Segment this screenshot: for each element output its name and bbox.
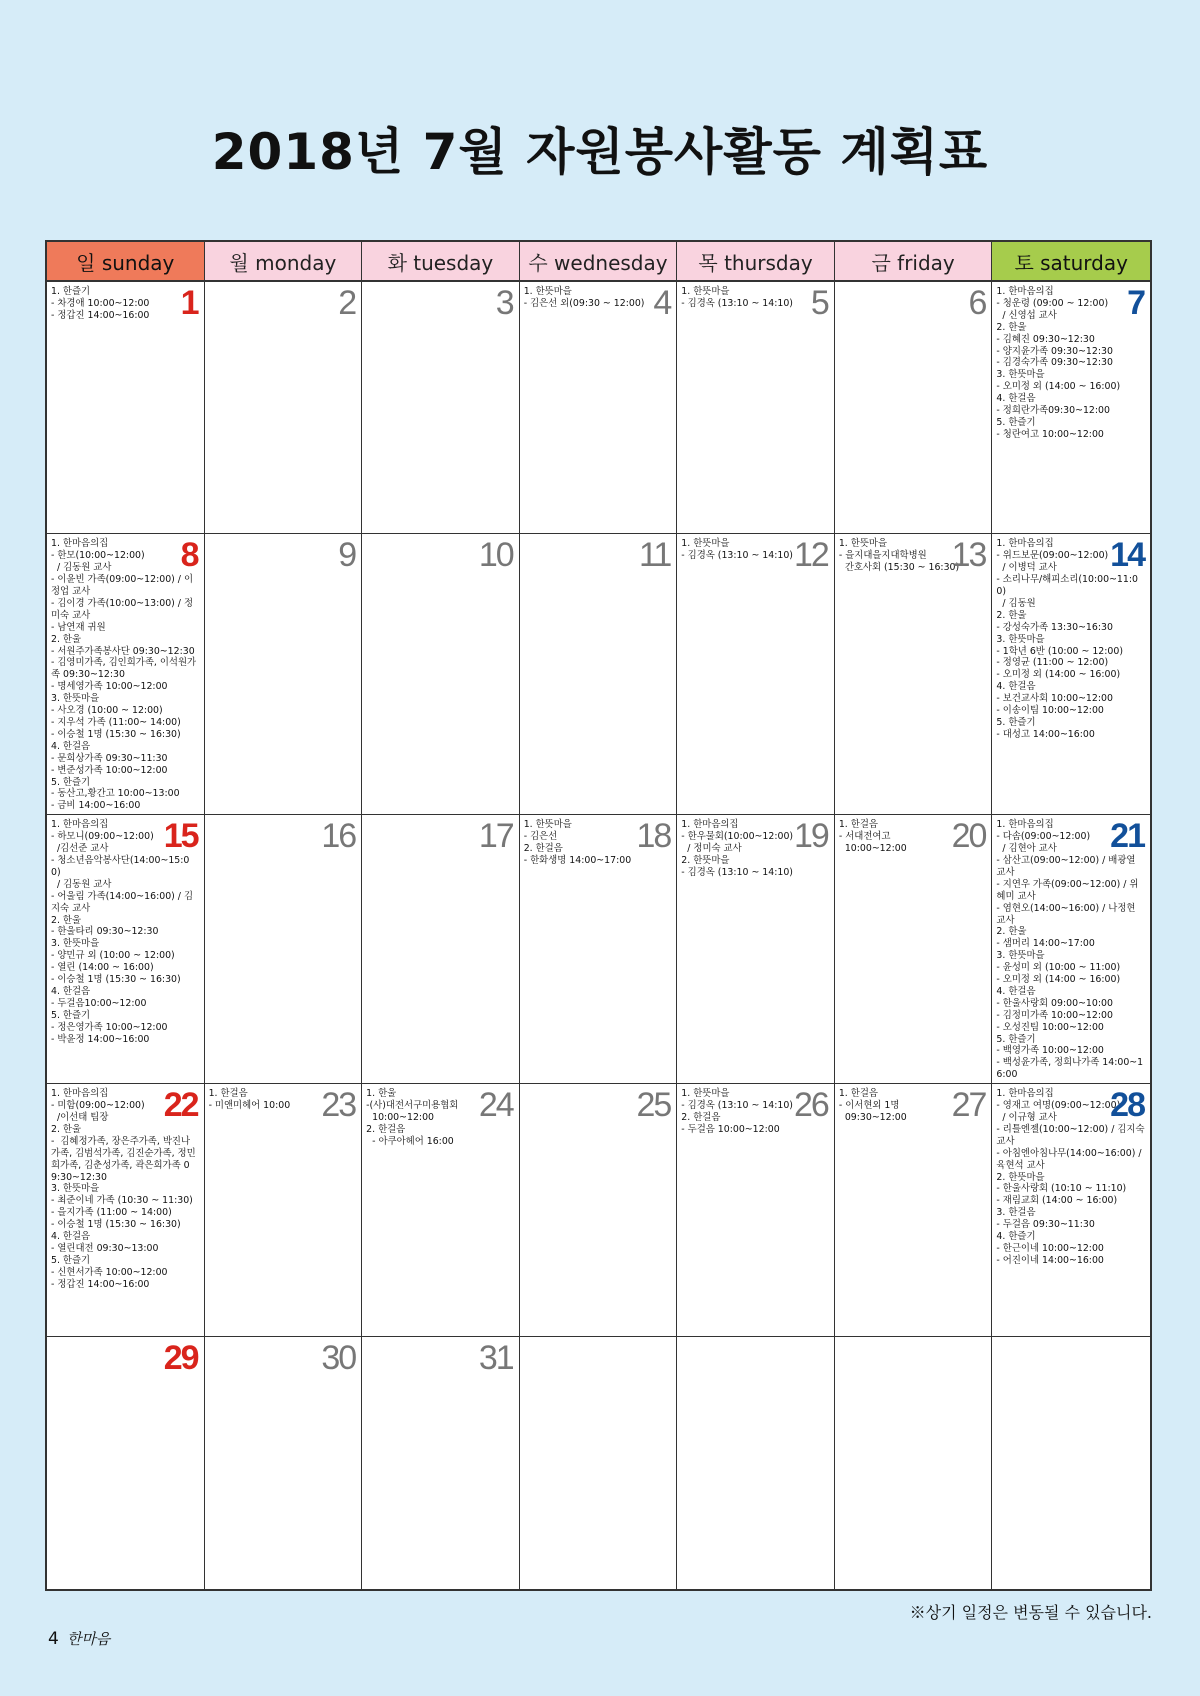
- event-line: - 열린 (14:00 ~ 16:00): [51, 962, 154, 974]
- event-line: - 금비 14:00~16:00: [51, 800, 141, 812]
- event-line: - 아침엔아침나무(14:00~16:00) / 육현석 교사: [996, 1147, 1145, 1171]
- day-number: 2: [338, 284, 356, 322]
- event-line: - 사오경 (10:00 ~ 12:00): [51, 705, 163, 717]
- event-line: - 리틀엔젤(10:00~12:00) / 김지숙 교사: [996, 1123, 1148, 1147]
- day-cell: [520, 815, 678, 1084]
- event-line: - 오미정 외 (14:00 ~ 16:00): [996, 974, 1121, 986]
- event-line: - 청운령 (09:00 ~ 12:00): [996, 297, 1109, 309]
- event-line: 3. 한뜻마을: [996, 633, 1045, 645]
- event-line: - 정희란가족09:30~12:00: [996, 405, 1110, 417]
- event-line: 5. 한즐기: [996, 1033, 1036, 1045]
- event-line: 3. 한걸음: [996, 1207, 1036, 1219]
- event-line: - 삼산고(09:00~12:00) / 배광열 교사: [996, 854, 1139, 878]
- event-line: - 김이경 가족(10:00~13:00) / 정미숙 교사: [51, 597, 194, 621]
- event-line: 1. 한마음의집: [996, 1088, 1054, 1100]
- event-line: 5. 한즐기: [996, 416, 1036, 428]
- event-line: - 명세영가족 10:00~12:00: [51, 681, 168, 693]
- event-line: - 영재고 여명(09:00~12:00): [996, 1100, 1121, 1112]
- event-line: - 아쿠아헤어 16:00: [366, 1135, 454, 1147]
- event-line: - 김경옥 (13:10 ~ 14:10): [681, 1100, 793, 1112]
- event-line: - 열린대전 09:30~13:00: [51, 1242, 159, 1254]
- event-line: - 신현서가족 10:00~12:00: [51, 1266, 168, 1278]
- day-number: 23: [321, 1086, 356, 1125]
- event-line: - 김은선: [523, 831, 558, 843]
- event-line: - 이윤빈 가족(09:00~12:00) / 이정업 교사: [51, 574, 194, 598]
- event-line: 1. 한즐기: [51, 286, 91, 297]
- event-line: - 서원주가족봉사단 09:30~12:30: [51, 645, 195, 657]
- event-line: - 윤성미 외 (10:00 ~ 11:00): [996, 962, 1121, 974]
- event-line: - 오미정 외 (14:00 ~ 16:00): [996, 669, 1121, 681]
- day-cell: [205, 1084, 363, 1336]
- day-cell: [835, 1084, 993, 1336]
- event-line: 2. 한뜻마을: [681, 854, 730, 866]
- event-line: - 보건교사회 10:00~12:00: [996, 693, 1113, 705]
- event-line: - 정갑진 14:00~16:00: [51, 1278, 150, 1290]
- day-number: 10: [478, 536, 513, 575]
- event-line: - 청란여고 10:00~12:00: [996, 428, 1104, 440]
- day-cell: [677, 282, 835, 534]
- event-line: 1. 한울: [366, 1088, 397, 1100]
- event-line: 4. 한걸음: [51, 740, 91, 752]
- schedule-note: ※상기 일정은 변동될 수 있습니다.: [909, 1603, 1152, 1622]
- day-number: 8: [180, 536, 198, 575]
- event-line: 5. 한즐기: [51, 776, 91, 788]
- day-number: 28: [1110, 1086, 1144, 1125]
- calendar-grid: [45, 240, 1152, 1591]
- day-number: 18: [636, 817, 671, 856]
- event-line: - 어울림 가족(14:00~16:00) / 김지숙 교사: [51, 890, 194, 914]
- day-cell: [677, 1084, 835, 1336]
- event-line: - 을지가족 (11:00 ~ 14:00): [51, 1207, 172, 1219]
- event-line: - 김은선 외(09:30 ~ 12:00): [523, 297, 645, 309]
- event-line: 간호사회 (15:30 ~ 16:30): [838, 562, 960, 574]
- event-line: - 이승철 1명 (15:30 ~ 16:30): [51, 1219, 181, 1231]
- event-line: 4. 한즐기: [996, 1231, 1036, 1243]
- event-line: 1. 한마음의집: [681, 819, 739, 831]
- event-line: 4. 한걸음: [51, 985, 91, 997]
- day-cell: [47, 815, 205, 1084]
- day-number: 5: [810, 284, 828, 322]
- event-line: 3. 한뜻마을: [996, 369, 1045, 381]
- event-line: / 신영섭 교사: [996, 309, 1057, 321]
- event-line: - 한우물회(10:00~12:00): [681, 831, 794, 843]
- event-line: 2. 한울: [51, 1123, 82, 1135]
- event-line: 1. 한마음의집: [996, 819, 1054, 831]
- weekday-header: 일 sunday: [47, 242, 205, 282]
- day-number: 17: [478, 817, 513, 856]
- day-number: 16: [321, 817, 356, 856]
- page-footer: [48, 1628, 110, 1649]
- event-line: 09:30~12:00: [838, 1112, 907, 1123]
- event-line: 2. 한울: [996, 609, 1027, 621]
- event-line: / 이규형 교사: [996, 1112, 1057, 1123]
- day-cell: [47, 282, 205, 534]
- event-line: - 정영균 (11:00 ~ 12:00): [996, 657, 1109, 669]
- event-line: - 위드보문(09:00~12:00): [996, 550, 1109, 562]
- event-line: - 한모(10:00~12:00): [51, 550, 145, 562]
- event-line: 1. 한걸음: [838, 819, 878, 831]
- weekday-header: 목 thursday: [677, 242, 835, 282]
- event-line: - 최준이네 가족 (10:30 ~ 11:30): [51, 1195, 193, 1207]
- day-cell: [835, 282, 993, 534]
- event-line: - 차경애 10:00~12:00: [51, 297, 150, 309]
- day-cell: [677, 534, 835, 815]
- day-number: 7: [1127, 284, 1144, 322]
- event-line: - 동산고,황간고 10:00~13:00: [51, 788, 180, 800]
- day-cell: [520, 282, 678, 534]
- day-cell: [835, 815, 993, 1084]
- day-cell: [362, 815, 520, 1084]
- event-line: - 두걸음10:00~12:00: [51, 997, 147, 1009]
- day-number: 29: [163, 1338, 198, 1377]
- event-line: / 김동원 교사: [51, 562, 112, 574]
- event-line: 2. 한걸음: [681, 1112, 721, 1123]
- event-line: - 한울사랑회 09:00~10:00: [996, 997, 1113, 1009]
- day-cell: [835, 1337, 993, 1589]
- event-line: / 이병덕 교사: [996, 562, 1057, 574]
- event-line: - 다솜(09:00~12:00): [996, 831, 1091, 843]
- event-line: 3. 한뜻마을: [51, 938, 100, 950]
- day-cell: [47, 534, 205, 815]
- event-line: - 한화생명 14:00~17:00: [523, 854, 632, 866]
- event-line: - 이승철 1명 (15:30 ~ 16:30): [51, 974, 181, 986]
- event-line: 1. 한마음의집: [996, 538, 1054, 550]
- event-line: 1. 한마음의집: [996, 286, 1054, 297]
- event-line: - 청소년음악봉사단(14:00~15:00): [51, 854, 190, 878]
- event-line: - 정은영가족 10:00~12:00: [51, 1021, 168, 1033]
- day-number: 12: [794, 536, 828, 575]
- day-number: 22: [163, 1086, 198, 1125]
- event-line: 5. 한즐기: [51, 1009, 91, 1021]
- day-number: 31: [478, 1338, 513, 1377]
- event-line: 2. 한울: [996, 926, 1027, 938]
- event-line: - 어진이네 14:00~16:00: [996, 1254, 1104, 1266]
- page-title: 2018년 7월 자원봉사활동 계획표: [211, 123, 989, 181]
- event-line: 2. 한걸음: [523, 843, 563, 855]
- day-number: 4: [653, 284, 671, 322]
- weekday-header: 금 friday: [835, 242, 993, 282]
- day-number: 25: [636, 1086, 671, 1125]
- event-line: - 김정미가족 10:00~12:00: [996, 1009, 1113, 1021]
- event-line: - 문희상가족 09:30~11:30: [51, 752, 168, 764]
- event-list: [524, 286, 674, 310]
- day-cell: [520, 534, 678, 815]
- day-cell: [992, 815, 1150, 1084]
- event-line: - 이서현외 1명: [838, 1100, 900, 1112]
- event-line: - 강성숙가족 13:30~16:30: [996, 621, 1113, 633]
- weekday-header: 수 wednesday: [520, 242, 678, 282]
- event-line: 10:00~12:00: [366, 1112, 434, 1123]
- page-number: 4: [48, 1629, 59, 1649]
- day-cell: [205, 1337, 363, 1589]
- event-line: 4. 한걸음: [996, 681, 1036, 693]
- event-line: 10:00~12:00: [838, 843, 907, 855]
- event-line: 1. 한뜻마을: [681, 286, 730, 297]
- day-number: 9: [338, 536, 356, 575]
- event-line: - 김경옥 (13:10 ~ 14:10): [681, 550, 793, 562]
- event-line: / 정미숙 교사: [681, 843, 742, 855]
- event-line: 1. 한뜻마을: [523, 286, 572, 297]
- event-line: - 미앤미헤어 10:00: [208, 1100, 291, 1112]
- brand-logo: 한마음: [66, 1630, 111, 1648]
- event-line: - 염현오(14:00~16:00) / 나정현 교사: [996, 902, 1139, 926]
- event-line: 3. 한뜻마을: [51, 693, 100, 705]
- event-line: -(사)대전서구미용협회: [366, 1100, 459, 1112]
- day-cell: [992, 282, 1150, 534]
- weekday-header: 토 saturday: [992, 242, 1150, 282]
- event-list: [51, 286, 201, 322]
- event-line: - 양지윤가족 09:30~12:30: [996, 345, 1113, 357]
- event-line: - 박윤정 14:00~16:00: [51, 1033, 150, 1045]
- event-line: - 1학년 6반 (10:00 ~ 12:00): [996, 645, 1124, 657]
- event-line: - 김혜정가족, 장은주가족, 박진나가족, 김범석가족, 김진순가족, 정민희가족, 김춘성가족, 곽은희가족 09:30~12:30: [51, 1135, 196, 1183]
- event-line: - 김경숙가족 09:30~12:30: [996, 357, 1113, 369]
- day-number: 27: [951, 1086, 986, 1125]
- event-line: - 지우석 가족 (11:00~ 14:00): [51, 717, 181, 728]
- event-line: - 김경옥 (13:10 ~ 14:10): [681, 866, 793, 878]
- event-line: - 서대전여고: [838, 831, 891, 843]
- event-line: 2. 한울: [51, 633, 82, 645]
- event-line: - 을지대을지대학병원: [838, 550, 927, 562]
- day-cell: [992, 1084, 1150, 1336]
- day-cell: [992, 1337, 1150, 1589]
- event-list: [996, 286, 1147, 441]
- event-line: 1. 한마음의집: [51, 538, 109, 550]
- day-cell: [677, 815, 835, 1084]
- event-line: 1. 한걸음: [838, 1088, 878, 1100]
- day-cell: [362, 1084, 520, 1336]
- event-line: 2. 한울: [51, 914, 82, 926]
- day-cell: [205, 282, 363, 534]
- event-line: 5. 한즐기: [51, 1254, 91, 1266]
- day-number: 24: [478, 1086, 513, 1125]
- event-line: 1. 한뜻마을: [681, 538, 730, 550]
- event-line: 2. 한걸음: [366, 1123, 406, 1135]
- event-line: - 이송이팀 10:00~12:00: [996, 705, 1104, 717]
- event-line: 4. 한걸음: [51, 1231, 91, 1243]
- day-number: 11: [638, 536, 671, 575]
- weekday-header: 화 tuesday: [362, 242, 520, 282]
- day-cell: [362, 282, 520, 534]
- day-cell: [47, 1337, 205, 1589]
- event-line: - 남연재 귀원: [51, 621, 106, 633]
- event-line: - 김경옥 (13:10 ~ 14:10): [681, 297, 793, 309]
- weekday-header: 월 monday: [205, 242, 363, 282]
- day-cell: [205, 815, 363, 1084]
- event-line: /이선태 팀장: [51, 1112, 109, 1123]
- day-number: 20: [951, 817, 986, 856]
- event-line: / 김현아 교사: [996, 843, 1057, 855]
- event-line: - 이승철 1명 (15:30 ~ 16:30): [51, 728, 181, 740]
- day-cell: [362, 534, 520, 815]
- day-number: 30: [321, 1338, 356, 1377]
- event-line: - 한울타리 09:30~12:30: [51, 926, 159, 938]
- day-number: 15: [163, 817, 198, 856]
- day-number: 3: [495, 284, 513, 322]
- event-list: [996, 819, 1147, 1081]
- event-line: / 김동원: [996, 597, 1036, 609]
- event-line: - 김영미가족, 김인희가족, 이석원가족 09:30~12:30: [51, 657, 197, 681]
- event-line: - 한울사랑회 (10:10 ~ 11:10): [996, 1183, 1127, 1195]
- day-cell: [47, 1084, 205, 1336]
- day-number: 26: [794, 1086, 828, 1125]
- day-cell: [520, 1337, 678, 1589]
- day-number: 6: [968, 284, 986, 322]
- day-cell: [362, 1337, 520, 1589]
- event-line: 1. 한걸음: [208, 1088, 248, 1100]
- event-line: 3. 한뜻마을: [996, 950, 1045, 962]
- event-line: - 백영가족 10:00~12:00: [996, 1045, 1104, 1057]
- day-cell: [520, 1084, 678, 1336]
- event-line: - 두걸음 10:00~12:00: [681, 1123, 780, 1135]
- event-line: - 양민규 외 (10:00 ~ 12:00): [51, 950, 175, 962]
- day-number: 19: [794, 817, 828, 856]
- day-number: 1: [180, 284, 198, 322]
- event-line: 2. 한울: [996, 321, 1027, 333]
- event-line: - 대성고 14:00~16:00: [996, 728, 1095, 740]
- event-line: - 오성진팀 10:00~12:00: [996, 1021, 1104, 1033]
- event-line: 3. 한뜻마을: [51, 1183, 100, 1195]
- event-line: 4. 한걸음: [996, 393, 1036, 405]
- event-line: 1. 한뜻마을: [681, 1088, 730, 1100]
- event-line: 1. 한마음의집: [51, 1088, 109, 1100]
- event-line: - 정갑진 14:00~16:00: [51, 309, 150, 321]
- day-cell: [677, 1337, 835, 1589]
- event-line: 2. 한뜻마을: [996, 1171, 1045, 1183]
- event-line: - 한근이네 10:00~12:00: [996, 1242, 1104, 1254]
- event-line: - 지연우 가족(09:00~12:00) / 위혜미 교사: [996, 878, 1139, 902]
- event-line: - 재림교회 (14:00 ~ 16:00): [996, 1195, 1118, 1207]
- event-line: - 두걸음 09:30~11:30: [996, 1219, 1095, 1231]
- event-list: [681, 286, 831, 310]
- event-line: - 오미정 외 (14:00 ~ 16:00): [996, 381, 1121, 393]
- event-line: 1. 한뜻마을: [523, 819, 572, 831]
- day-number: 21: [1110, 817, 1144, 856]
- day-cell: [992, 534, 1150, 815]
- day-cell: [835, 534, 993, 815]
- event-line: 1. 한뜻마을: [838, 538, 887, 550]
- event-line: - 김혜진 09:30~12:30: [996, 333, 1095, 345]
- event-line: - 소리나무/해피소리(10:00~11:00): [996, 574, 1138, 598]
- day-number: 13: [951, 536, 986, 575]
- event-line: - 하모니(09:00~12:00): [51, 831, 154, 843]
- day-cell: [205, 534, 363, 815]
- day-number: 14: [1110, 536, 1144, 575]
- event-line: - 미함(09:00~12:00): [51, 1100, 145, 1112]
- event-line: 4. 한걸음: [996, 985, 1036, 997]
- event-line: - 백성윤가족, 정희나가족 14:00~16:00: [996, 1057, 1144, 1081]
- event-line: - 샘머리 14:00~17:00: [996, 938, 1095, 950]
- event-line: / 김동원 교사: [51, 878, 112, 890]
- event-list: [51, 538, 201, 812]
- event-line: 1. 한마음의집: [51, 819, 109, 831]
- event-line: 5. 한즐기: [996, 717, 1036, 728]
- event-line: /김선준 교사: [51, 843, 109, 855]
- event-line: - 변준성가족 10:00~12:00: [51, 764, 168, 776]
